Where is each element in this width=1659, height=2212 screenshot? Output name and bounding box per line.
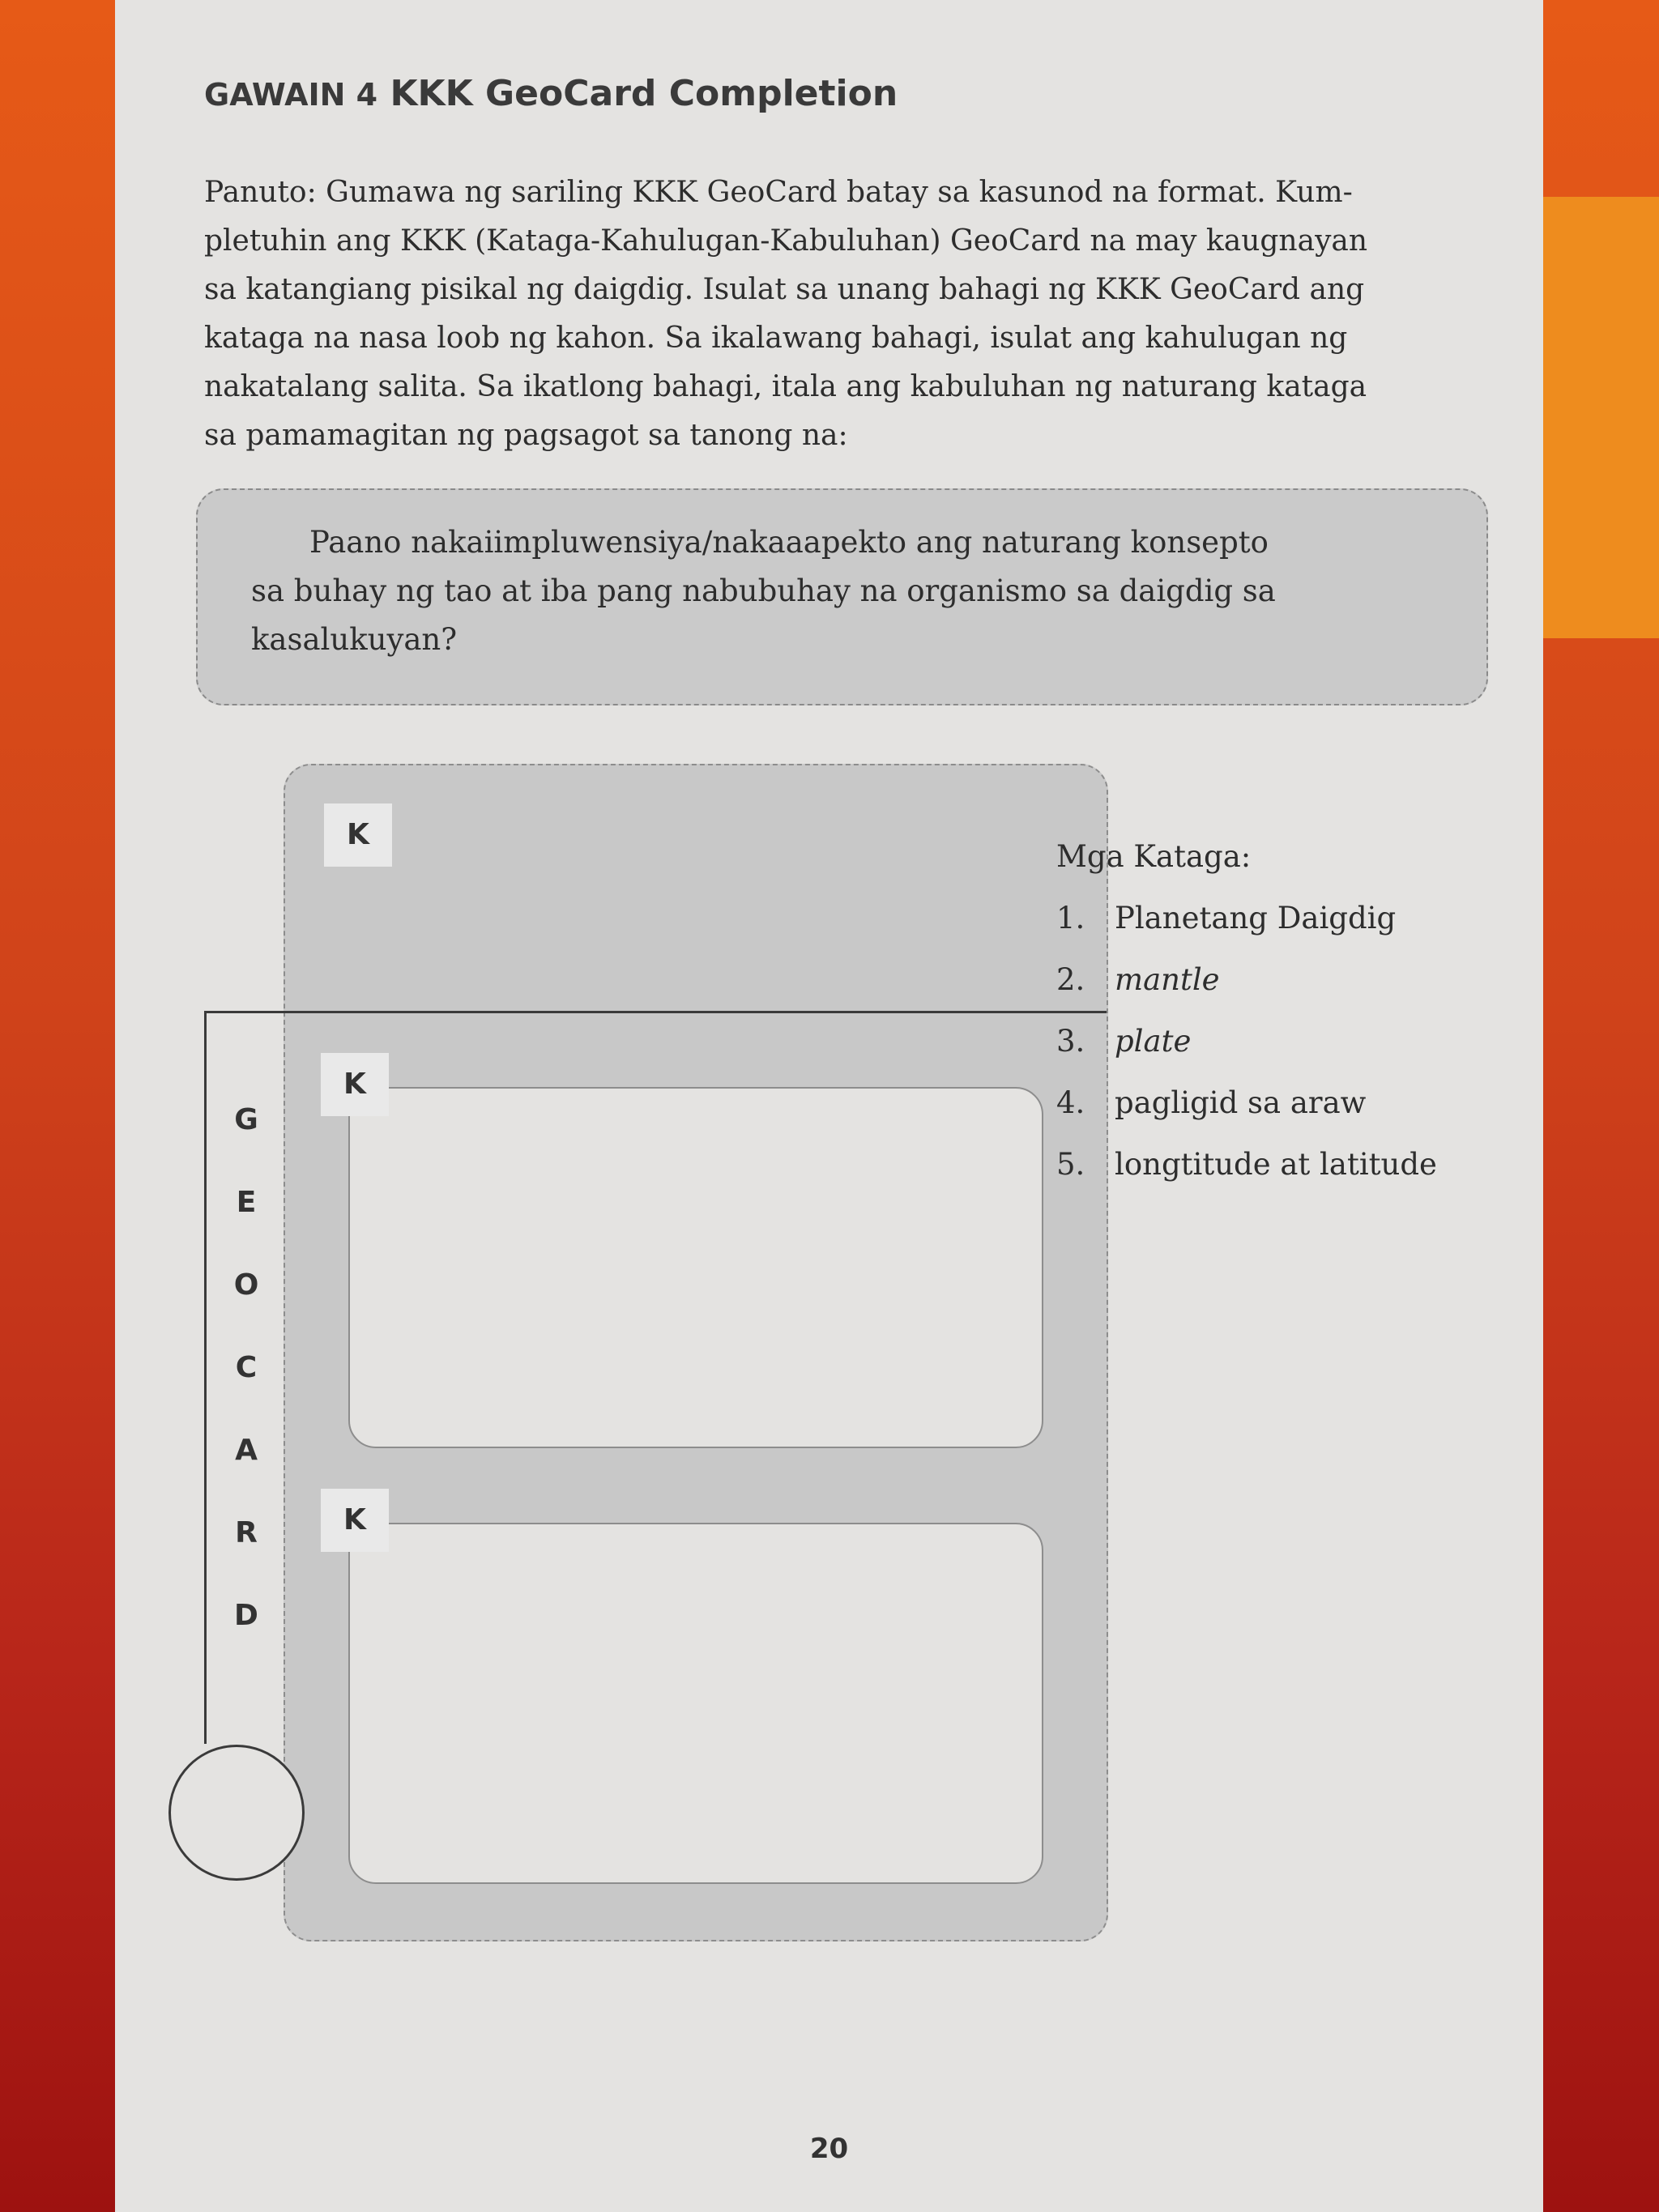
kataga-k-label: K — [324, 803, 392, 867]
geocard-letter: C — [235, 1351, 258, 1384]
instruction-line: sa katangiang pisikal ng daigdig. Isulat sa unang bahagi ng KKK GeoCard ang — [204, 273, 1365, 306]
instruction-line: sa pamamagitan ng pagsagot sa tanong na: — [204, 419, 848, 452]
activity-number: GAWAIN 4 — [204, 77, 378, 113]
list-item-text: Planetang Daigdig — [1115, 901, 1397, 936]
list-item-number: 1. — [1056, 901, 1085, 936]
instruction-line: pletuhin ang KKK (Kataga-Kahulugan-Kabuluhan) GeoCard na may kaugnayan — [204, 224, 1368, 258]
page-number: 20 — [809, 2133, 849, 2165]
list-item-text: pagligid sa araw — [1115, 1085, 1367, 1120]
list-item — [1056, 962, 1437, 1024]
kabuluhan-k-label: K — [321, 1489, 389, 1552]
guide-question — [251, 518, 1482, 664]
geocard-spine-line — [204, 1011, 207, 1744]
geocard-vertical-label — [222, 1103, 271, 1681]
list-item-number: 3. — [1056, 1024, 1085, 1059]
geocard-letter: D — [234, 1599, 258, 1632]
activity-title: KKK GeoCard Completion — [390, 73, 898, 114]
instruction-line: nakatalang salita. Sa ikatlong bahagi, itala ang kabuluhan ng naturang kataga — [204, 370, 1367, 403]
geocard-letter: R — [235, 1516, 258, 1549]
instructions-paragraph — [204, 168, 1492, 460]
geocard-letter: A — [235, 1434, 258, 1467]
list-item — [1056, 1024, 1437, 1085]
question-line: kasalukuyan? — [251, 622, 458, 657]
list-item-text: longtitude at latitude — [1115, 1147, 1437, 1182]
kataga-list — [1056, 839, 1437, 1208]
list-item — [1056, 1147, 1437, 1208]
kataga-list-title: Mga Kataga: — [1056, 839, 1252, 874]
question-line: Paano nakaiimpluwensiya/nakaaapekto ang naturang konsepto — [309, 525, 1269, 560]
kahulugan-k-label: K — [321, 1053, 389, 1116]
workbook-page — [115, 0, 1543, 2212]
activity-heading — [204, 73, 898, 114]
geocard-divider-line — [204, 1011, 1107, 1013]
geocard-ring-hole — [168, 1745, 305, 1881]
list-item — [1056, 901, 1437, 962]
question-line: sa buhay ng tao at iba pang nabubuhay na organismo sa daigdig sa — [251, 573, 1276, 608]
orange-accent-tab — [1543, 197, 1659, 638]
list-item-text: mantle — [1115, 962, 1220, 997]
list-item-number: 2. — [1056, 962, 1085, 997]
geocard-letter: G — [234, 1103, 258, 1136]
list-item-number: 4. — [1056, 1085, 1085, 1120]
list-item-number: 5. — [1056, 1147, 1085, 1182]
kahulugan-write-area[interactable] — [348, 1087, 1043, 1448]
list-item-text: plate — [1115, 1024, 1192, 1059]
geocard-letter: E — [236, 1186, 257, 1219]
geocard-letter: O — [233, 1268, 259, 1302]
instruction-line: Panuto: Gumawa ng sariling KKK GeoCard batay sa kasunod na format. Kum- — [204, 176, 1353, 209]
list-item — [1056, 1085, 1437, 1147]
instruction-line: kataga na nasa loob ng kahon. Sa ikalawang bahagi, isulat ang kahulugan ng — [204, 322, 1348, 355]
kabuluhan-write-area[interactable] — [348, 1523, 1043, 1884]
